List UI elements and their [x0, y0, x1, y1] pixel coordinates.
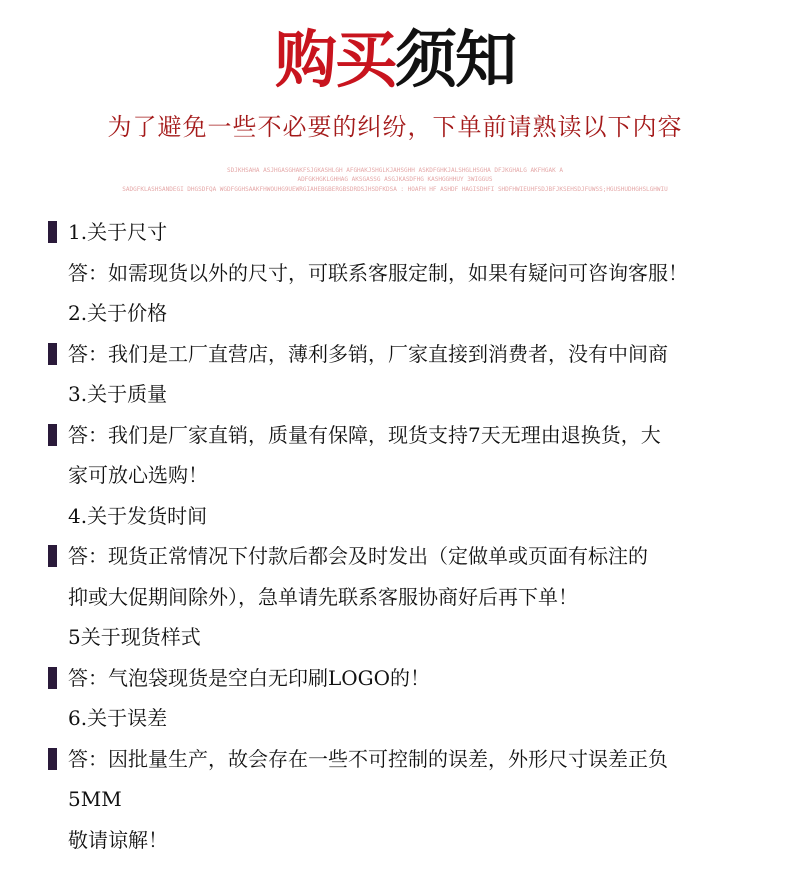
notice-line — [0, 698, 790, 739]
marker-bar — [48, 748, 57, 770]
notice-text: 5MM — [68, 787, 122, 811]
notice-text: 抑或大促期间除外），急单请先联系客服协商好后再下单！ — [68, 584, 578, 609]
title-black-part: 须知 — [395, 23, 516, 96]
notice-line — [0, 779, 790, 820]
notice-text: 答：如需现货以外的尺寸，可联系客服定制，如果有疑问可咨询客服！ — [68, 260, 688, 285]
notice-line — [0, 455, 790, 496]
marker-bar — [48, 424, 57, 446]
notice-line — [0, 293, 790, 334]
notice-line — [0, 253, 790, 294]
notice-text: 1.关于尺寸 — [68, 220, 168, 244]
page-title — [0, 20, 790, 100]
notice-line — [0, 212, 790, 253]
notice-text: 家可放心选购！ — [68, 463, 208, 487]
notice-text: 2.关于价格 — [68, 301, 168, 325]
notice-line — [0, 739, 790, 780]
marker-bar — [48, 667, 57, 689]
notice-line — [0, 617, 790, 658]
notice-text: 答：气泡袋现货是空白无印刷LOGO的！ — [68, 665, 431, 690]
notice-line — [0, 536, 790, 577]
notice-line — [0, 374, 790, 415]
notice-text: 答：现货正常情况下付款后都会及时发出（定做单或页面有标注的 — [68, 544, 648, 568]
notice-line — [0, 658, 790, 699]
decorative-text-line-2: ADFGKHGKLGHHAG AKSGASSG ASGJKASDFHG KASHGGHHUY 3WIGGUS — [297, 176, 493, 183]
notice-text: 敬请谅解！ — [68, 827, 168, 852]
notice-line — [0, 496, 790, 537]
notice-text: 3.关于质量 — [68, 382, 168, 406]
decorative-text-line-3: SADGFKLASHSANDEGI DHGSDFQA WGDFGGHSAAKFHWOUHG9UEWRGIAHEBGBERGBSDRDSJHSDFKDSA : HOAFH HF ASHDF HAGISDHFI SHDFHWIEUHFSDJBFJKSEHSDJFUWSS;HGUSHUDHGHSLGHWIU — [122, 186, 668, 193]
marker-bar — [48, 343, 57, 365]
notice-line — [0, 334, 790, 375]
notice-line — [0, 577, 790, 618]
notice-line — [0, 820, 790, 861]
notice-text: 答：我们是厂家直销，质量有保障，现货支持7天无理由退换货，大 — [68, 422, 661, 447]
notice-text: 4.关于发货时间 — [68, 503, 208, 528]
notice-text: 答：我们是工厂直营店，薄利多销，厂家直接到消费者，没有中间商 — [68, 341, 668, 366]
notice-text: 答：因批量生产，故会存在一些不可控制的误差，外形尺寸误差正负 — [68, 746, 668, 771]
decorative-text-line-1: SDJKHSAHA ASJHGASGHAKFSJGKASHLGH AFGHAKJSHGLKJAHSGHH ASKDFGHKJALSHGLHSGHA DFJKGHALG AKFHGAK A — [227, 167, 563, 174]
notice-text: 6.关于误差 — [68, 706, 168, 730]
page-subtitle: 为了避免一些不必要的纠纷，下单前请熟读以下内容 — [107, 113, 683, 141]
title-red-part: 购买 — [274, 23, 395, 96]
notice-content — [0, 212, 790, 860]
marker-bar — [48, 545, 57, 567]
notice-text: 5关于现货样式 — [68, 625, 201, 649]
marker-bar — [48, 221, 57, 243]
notice-line — [0, 415, 790, 456]
